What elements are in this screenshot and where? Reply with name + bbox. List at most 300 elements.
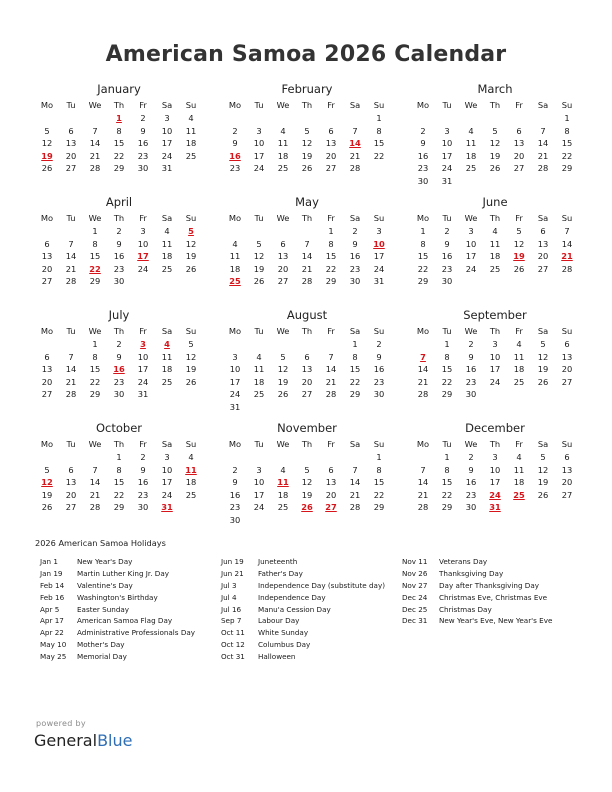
holiday-date: May 10 [40, 640, 67, 650]
day-cell: 1 [92, 339, 98, 349]
day-cell: 11 [277, 138, 289, 149]
empty-day-cell [223, 451, 247, 464]
weekday-header: Th [489, 100, 501, 110]
empty-day-cell [295, 225, 319, 238]
day-cell: 15 [561, 138, 573, 149]
empty-day-cell [319, 451, 343, 464]
day-cell: 27 [65, 502, 77, 513]
holiday-date: Jan 19 [40, 568, 63, 578]
day-cell: 28 [349, 163, 361, 174]
day-cell: 19 [277, 376, 289, 387]
day-cell: 29 [349, 389, 361, 400]
empty-day-cell [59, 225, 83, 238]
weekday-header: We [464, 100, 478, 110]
holiday-date: May 25 [40, 652, 67, 662]
powered-by-text: powered by [36, 719, 86, 728]
weekday-header: Su [373, 100, 385, 110]
weekday-header: Su [373, 213, 385, 223]
holiday-day-cell: 17 [137, 251, 149, 262]
day-cell: 12 [301, 477, 313, 488]
holiday-day-cell: 21 [561, 251, 573, 262]
day-cell: 26 [253, 276, 265, 287]
day-cell: 13 [277, 251, 289, 262]
day-cell: 5 [540, 339, 546, 349]
day-cell: 1 [352, 339, 358, 349]
day-cell: 1 [92, 226, 98, 236]
weekday-header: Sa [161, 326, 173, 336]
holiday-row [402, 556, 552, 568]
day-cell: 15 [113, 477, 125, 488]
day-cell: 29 [417, 276, 429, 287]
month-name: April [105, 195, 133, 209]
month-february [223, 80, 391, 175]
day-cell: 14 [349, 477, 361, 488]
day-cell: 2 [376, 339, 382, 349]
month-day-grid [223, 98, 391, 175]
empty-day-cell [247, 338, 271, 351]
empty-day-cell [271, 451, 295, 464]
day-cell: 5 [44, 464, 50, 475]
day-cell: 7 [68, 351, 74, 362]
holiday-name: Manu'a Cession Day [258, 604, 331, 614]
day-cell: 18 [277, 150, 289, 161]
holiday-name: Christmas Eve, Christmas Eve [439, 592, 548, 602]
month-july [35, 306, 203, 401]
day-cell: 13 [41, 251, 53, 262]
day-cell: 20 [41, 376, 53, 387]
day-cell: 25 [185, 150, 197, 161]
weekday-header: Th [301, 100, 313, 110]
day-cell: 10 [253, 138, 265, 149]
weekday-header: Mo [228, 326, 242, 336]
day-cell: 27 [513, 163, 525, 174]
day-cell: 15 [89, 364, 101, 375]
day-cell: 19 [537, 364, 549, 375]
day-cell: 12 [253, 251, 265, 262]
day-cell: 9 [444, 238, 450, 249]
day-cell: 22 [349, 376, 361, 387]
day-cell: 17 [253, 489, 265, 500]
empty-day-cell [531, 112, 555, 125]
day-cell: 24 [465, 263, 477, 274]
day-cell: 14 [561, 238, 573, 249]
month-september [411, 306, 579, 401]
day-cell: 19 [41, 489, 53, 500]
day-cell: 17 [253, 150, 265, 161]
holiday-row [402, 580, 552, 592]
month-october [35, 419, 203, 514]
day-cell: 31 [137, 389, 149, 400]
holiday-row [40, 639, 195, 651]
holiday-date: Oct 11 [221, 628, 245, 638]
day-cell: 17 [373, 251, 385, 262]
day-cell: 26 [41, 502, 53, 513]
day-cell: 8 [420, 238, 426, 249]
holiday-day-cell: 26 [301, 502, 313, 513]
day-cell: 17 [229, 376, 241, 387]
month-day-grid [411, 437, 579, 514]
day-cell: 8 [116, 464, 122, 475]
day-cell: 8 [352, 351, 358, 362]
day-cell: 13 [513, 138, 525, 149]
empty-day-cell [83, 112, 107, 125]
day-cell: 18 [253, 376, 265, 387]
weekday-header: Mo [416, 213, 430, 223]
day-cell: 8 [444, 464, 450, 475]
day-cell: 31 [441, 175, 453, 186]
day-cell: 18 [465, 150, 477, 161]
day-cell: 3 [444, 125, 450, 136]
holiday-day-cell: 14 [349, 138, 361, 149]
day-cell: 12 [489, 138, 501, 149]
day-cell: 23 [137, 150, 149, 161]
weekday-header: Tu [66, 100, 76, 110]
weekday-header: Mo [40, 213, 54, 223]
day-cell: 23 [349, 263, 361, 274]
holiday-row [402, 568, 552, 580]
day-cell: 15 [417, 251, 429, 262]
day-cell: 18 [161, 364, 173, 375]
weekday-header: Sa [537, 326, 549, 336]
holiday-day-cell: 31 [161, 502, 173, 513]
holiday-date: Apr 5 [40, 604, 60, 614]
day-cell: 22 [113, 489, 125, 500]
holiday-name: White Sunday [258, 628, 309, 638]
day-cell: 19 [301, 150, 313, 161]
day-cell: 13 [537, 238, 549, 249]
day-cell: 14 [301, 251, 313, 262]
day-cell: 1 [376, 113, 382, 123]
day-cell: 4 [492, 226, 498, 236]
weekday-header: Sa [349, 326, 361, 336]
day-cell: 4 [232, 238, 238, 249]
day-cell: 4 [516, 452, 522, 462]
day-cell: 30 [441, 276, 453, 287]
weekday-header: We [276, 213, 290, 223]
day-cell: 27 [537, 263, 549, 274]
day-cell: 4 [468, 125, 474, 136]
day-cell: 24 [253, 163, 265, 174]
day-cell: 20 [561, 477, 573, 488]
day-cell: 6 [328, 125, 334, 136]
day-cell: 4 [516, 339, 522, 349]
weekday-header: Fr [327, 213, 335, 223]
day-cell: 20 [65, 150, 77, 161]
day-cell: 1 [444, 452, 450, 462]
weekday-header: Mo [40, 439, 54, 449]
day-cell: 11 [513, 351, 525, 362]
holiday-day-cell: 11 [277, 477, 289, 488]
day-cell: 27 [41, 389, 53, 400]
day-cell: 23 [229, 502, 241, 513]
day-cell: 23 [373, 376, 385, 387]
day-cell: 9 [116, 238, 122, 249]
day-cell: 1 [420, 226, 426, 236]
day-cell: 10 [137, 238, 149, 249]
day-cell: 12 [185, 238, 197, 249]
month-name: November [277, 421, 337, 435]
day-cell: 2 [140, 452, 146, 462]
holiday-date: Jan 1 [40, 557, 58, 566]
holiday-column [40, 556, 195, 663]
holiday-name: New Year's Day [77, 557, 133, 566]
month-june [411, 193, 579, 288]
weekday-header: Su [561, 326, 573, 336]
holiday-name: Valentine's Day [77, 580, 133, 590]
holiday-day-cell: 25 [229, 276, 241, 287]
weekday-header: Su [185, 439, 197, 449]
day-cell: 16 [417, 150, 429, 161]
month-name: July [108, 308, 130, 322]
weekday-header: Tu [254, 100, 264, 110]
holiday-name: Thanksgiving Day [439, 568, 504, 578]
empty-day-cell [411, 112, 435, 125]
day-cell: 24 [161, 489, 173, 500]
day-cell: 29 [441, 389, 453, 400]
day-cell: 24 [137, 263, 149, 274]
day-cell: 18 [277, 489, 289, 500]
day-cell: 30 [465, 502, 477, 513]
day-cell: 5 [256, 238, 262, 249]
day-cell: 15 [373, 477, 385, 488]
month-may [223, 193, 391, 288]
holiday-date: Nov 11 [402, 557, 428, 566]
day-cell: 20 [325, 489, 337, 500]
day-cell: 30 [137, 502, 149, 513]
day-cell: 3 [468, 226, 474, 236]
day-cell: 19 [253, 263, 265, 274]
day-cell: 30 [229, 514, 241, 525]
day-cell: 26 [185, 263, 197, 274]
day-cell: 14 [325, 364, 337, 375]
month-name: June [482, 195, 508, 209]
month-day-grid [223, 324, 391, 414]
day-cell: 17 [161, 138, 173, 149]
day-cell: 31 [229, 401, 241, 412]
empty-day-cell [59, 338, 83, 351]
day-cell: 6 [564, 339, 570, 349]
weekday-header: Fr [139, 439, 147, 449]
day-cell: 23 [229, 163, 241, 174]
holiday-day-cell: 11 [185, 464, 197, 475]
holiday-name: Easter Sunday [77, 604, 130, 614]
weekday-header: Sa [537, 213, 549, 223]
day-cell: 19 [185, 364, 197, 375]
holiday-day-cell: 27 [325, 502, 337, 513]
day-cell: 30 [373, 389, 385, 400]
day-cell: 30 [465, 389, 477, 400]
day-cell: 22 [441, 489, 453, 500]
day-cell: 14 [65, 251, 77, 262]
empty-day-cell [411, 338, 435, 351]
weekday-header: We [88, 100, 102, 110]
day-cell: 13 [325, 138, 337, 149]
day-cell: 20 [325, 150, 337, 161]
holiday-day-cell: 19 [513, 251, 525, 262]
day-cell: 23 [137, 489, 149, 500]
day-cell: 17 [161, 477, 173, 488]
day-cell: 28 [65, 389, 77, 400]
day-cell: 14 [417, 477, 429, 488]
weekday-header: Mo [416, 439, 430, 449]
day-cell: 8 [116, 125, 122, 136]
day-cell: 28 [301, 276, 313, 287]
month-name: December [465, 421, 525, 435]
empty-day-cell [343, 112, 367, 125]
day-cell: 19 [185, 251, 197, 262]
day-cell: 31 [373, 276, 385, 287]
day-cell: 6 [68, 125, 74, 136]
holiday-date: Jul 3 [221, 580, 237, 590]
empty-day-cell [319, 338, 343, 351]
holiday-row [40, 604, 195, 616]
weekday-header: We [88, 326, 102, 336]
empty-day-cell [271, 338, 295, 351]
day-cell: 20 [277, 263, 289, 274]
day-cell: 2 [232, 125, 238, 136]
day-cell: 13 [301, 364, 313, 375]
holiday-day-cell: 10 [373, 238, 385, 249]
weekday-header: We [276, 100, 290, 110]
day-cell: 18 [513, 364, 525, 375]
day-cell: 3 [492, 452, 498, 462]
day-cell: 29 [89, 276, 101, 287]
day-cell: 31 [161, 163, 173, 174]
holiday-name: American Samoa Flag Day [77, 616, 173, 626]
day-cell: 17 [441, 150, 453, 161]
month-day-grid [35, 324, 203, 401]
day-cell: 28 [89, 163, 101, 174]
day-cell: 2 [468, 452, 474, 462]
weekday-header: Sa [349, 439, 361, 449]
weekday-header: Fr [327, 100, 335, 110]
day-cell: 7 [328, 351, 334, 362]
empty-day-cell [35, 451, 59, 464]
holiday-row [40, 592, 195, 604]
holiday-day-cell: 12 [41, 477, 53, 488]
empty-day-cell [223, 338, 247, 351]
day-cell: 26 [185, 376, 197, 387]
day-cell: 6 [328, 464, 334, 475]
day-cell: 11 [253, 364, 265, 375]
weekday-header: We [88, 213, 102, 223]
day-cell: 15 [441, 364, 453, 375]
day-cell: 10 [161, 464, 173, 475]
day-cell: 25 [161, 376, 173, 387]
day-cell: 26 [489, 163, 501, 174]
day-cell: 18 [489, 251, 501, 262]
holiday-day-cell: 1 [116, 113, 122, 123]
day-cell: 26 [301, 163, 313, 174]
day-cell: 14 [65, 364, 77, 375]
day-cell: 10 [441, 138, 453, 149]
day-cell: 17 [489, 477, 501, 488]
day-cell: 3 [256, 464, 262, 475]
day-cell: 8 [92, 238, 98, 249]
empty-day-cell [59, 451, 83, 464]
holiday-day-cell: 16 [113, 364, 125, 375]
day-cell: 3 [232, 351, 238, 362]
weekday-header: Th [113, 213, 125, 223]
day-cell: 4 [256, 351, 262, 362]
day-cell: 5 [188, 339, 194, 349]
day-cell: 9 [140, 125, 146, 136]
weekday-header: Th [113, 326, 125, 336]
day-cell: 12 [185, 351, 197, 362]
holiday-day-cell: 22 [89, 263, 101, 274]
day-cell: 9 [420, 138, 426, 149]
weekday-header: Tu [254, 213, 264, 223]
weekday-header: Th [301, 439, 313, 449]
holiday-row [221, 568, 385, 580]
month-march [411, 80, 579, 188]
holidays-title: 2026 American Samoa Holidays [35, 538, 166, 548]
holiday-date: Apr 17 [40, 616, 64, 626]
day-cell: 1 [376, 452, 382, 462]
weekday-header: Mo [228, 213, 242, 223]
weekday-header: We [276, 439, 290, 449]
day-cell: 15 [89, 251, 101, 262]
weekday-header: Th [489, 326, 501, 336]
day-cell: 28 [417, 389, 429, 400]
holiday-row [40, 627, 195, 639]
day-cell: 21 [301, 263, 313, 274]
day-cell: 16 [137, 138, 149, 149]
day-cell: 28 [89, 502, 101, 513]
brand-logo[interactable] [34, 731, 132, 750]
day-cell: 22 [89, 376, 101, 387]
weekday-header: Su [561, 213, 573, 223]
day-cell: 27 [277, 276, 289, 287]
weekday-header: Th [113, 439, 125, 449]
day-cell: 2 [352, 226, 358, 236]
day-cell: 1 [564, 113, 570, 123]
day-cell: 22 [113, 150, 125, 161]
day-cell: 22 [373, 489, 385, 500]
day-cell: 2 [444, 226, 450, 236]
day-cell: 7 [68, 238, 74, 249]
weekday-header: Tu [254, 326, 264, 336]
holiday-day-cell: 16 [229, 150, 241, 161]
month-name: February [281, 82, 333, 96]
day-cell: 26 [537, 376, 549, 387]
holiday-name: Halloween [258, 652, 296, 662]
day-cell: 1 [444, 339, 450, 349]
day-cell: 21 [349, 489, 361, 500]
day-cell: 10 [137, 351, 149, 362]
day-cell: 28 [349, 502, 361, 513]
month-november [223, 419, 391, 527]
day-cell: 8 [376, 464, 382, 475]
day-cell: 29 [113, 502, 125, 513]
empty-day-cell [35, 112, 59, 125]
month-day-grid [35, 98, 203, 175]
holiday-row [40, 615, 195, 627]
day-cell: 14 [417, 364, 429, 375]
day-cell: 27 [325, 163, 337, 174]
day-cell: 4 [280, 125, 286, 136]
holiday-row [221, 580, 385, 592]
day-cell: 16 [137, 477, 149, 488]
month-december [411, 419, 579, 514]
day-cell: 16 [373, 364, 385, 375]
weekday-header: Mo [40, 100, 54, 110]
holiday-date: Nov 27 [402, 580, 428, 590]
holiday-day-cell: 5 [188, 226, 194, 236]
day-cell: 2 [140, 113, 146, 123]
holiday-row [221, 604, 385, 616]
day-cell: 18 [513, 477, 525, 488]
